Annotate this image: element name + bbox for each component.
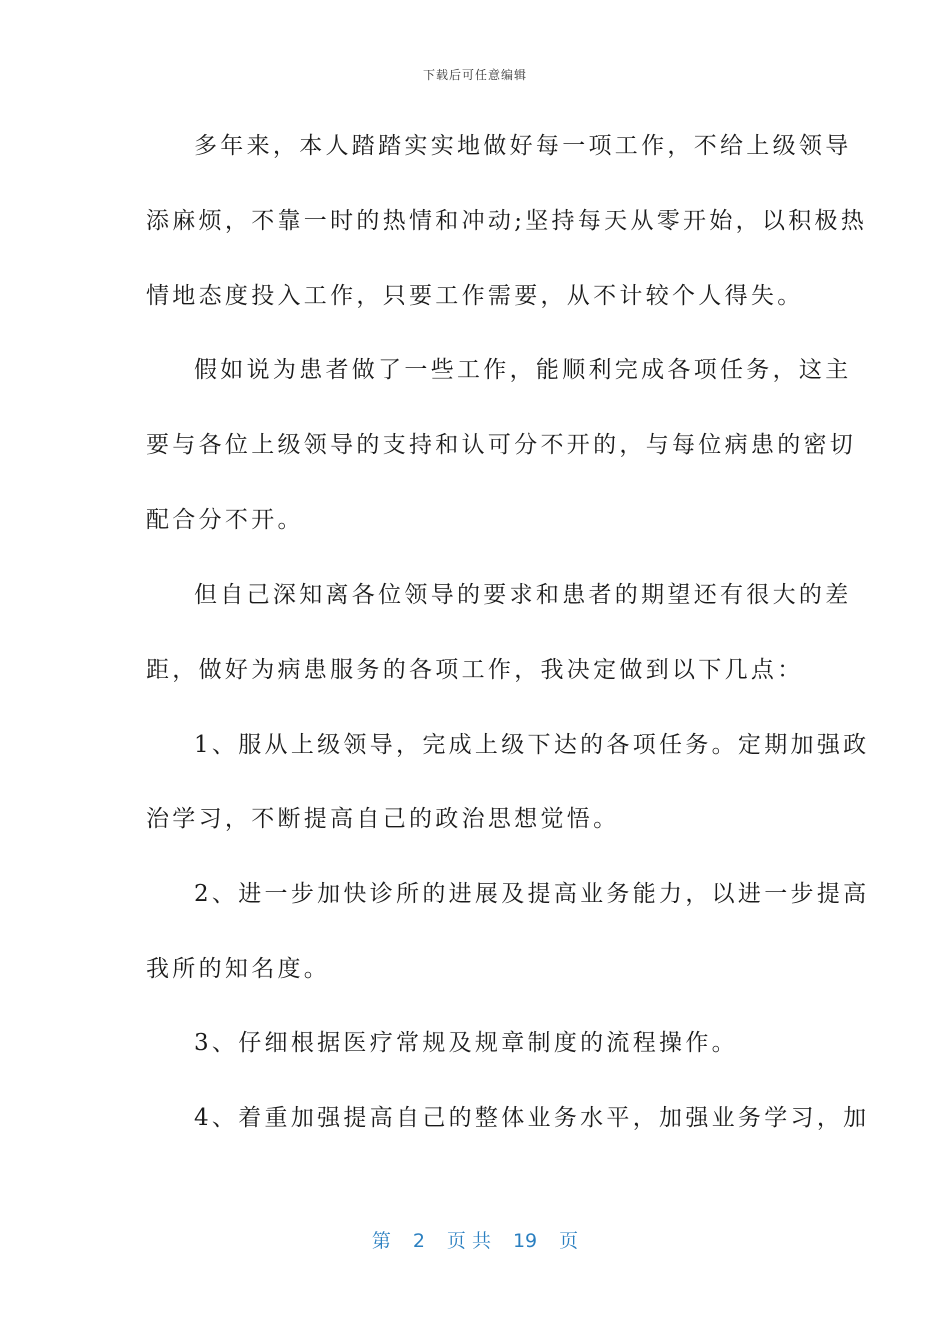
page-number-current: 2	[412, 1230, 425, 1252]
body-line: 3、仔细根据医疗常规及规章制度的流程操作。	[194, 1030, 738, 1056]
body-line: 我所的知名度。	[146, 956, 331, 982]
body-line: 情地态度投入工作，只要工作需要，从不计较个人得失。	[146, 283, 804, 309]
body-line: 添麻烦，不靠一时的热情和冲动;坚持每天从零开始，以积极热	[146, 208, 868, 234]
page-footer	[0, 1226, 950, 1253]
page-footer-suffix: 页	[559, 1230, 579, 1252]
body-line: 治学习，不断提高自己的政治思想觉悟。	[146, 806, 620, 832]
body-line: 但自己深知离各位领导的要求和患者的期望还有很大的差	[194, 582, 852, 608]
page-footer-middle: 页 共	[446, 1230, 491, 1252]
body-line: 1、服从上级领导，完成上级下达的各项任务。定期加强政	[194, 732, 870, 758]
body-line: 多年来，本人踏踏实实地做好每一项工作，不给上级领导	[194, 133, 852, 159]
page-footer-prefix: 第	[371, 1230, 391, 1252]
body-line: 配合分不开。	[146, 507, 304, 533]
body-line: 2、进一步加快诊所的进展及提高业务能力，以进一步提高	[194, 881, 870, 907]
body-line: 距，做好为病患服务的各项工作，我决定做到以下几点：	[146, 657, 804, 683]
body-line: 要与各位上级领导的支持和认可分不开的，与每位病患的密切	[146, 432, 857, 458]
header-note: 下载后可任意编辑	[422, 68, 527, 82]
body-line: 假如说为患者做了一些工作，能顺利完成各项任务，这主	[194, 357, 852, 383]
page-number-total: 19	[512, 1230, 538, 1252]
body-line: 4、着重加强提高自己的整体业务水平，加强业务学习，加	[194, 1105, 870, 1131]
